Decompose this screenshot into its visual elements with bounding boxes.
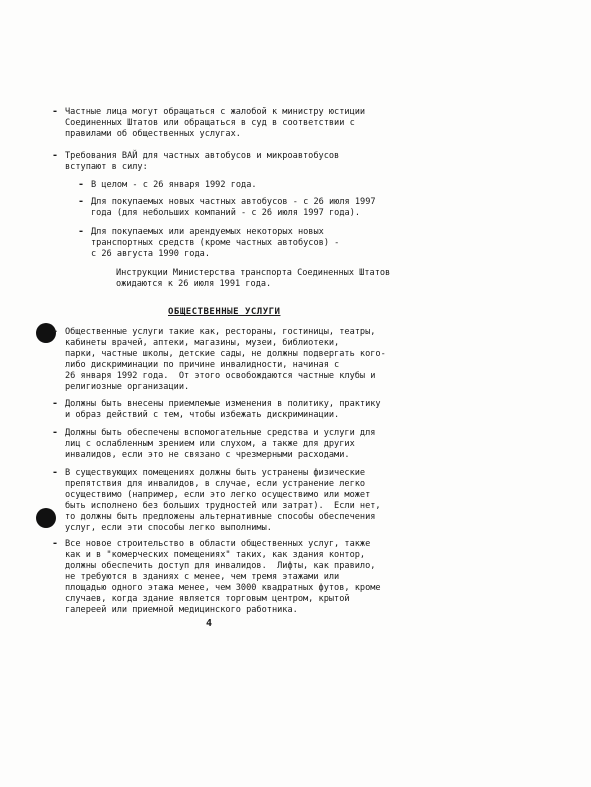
- text-line: услуг, если эти способы легко выполнимы.: [65, 523, 272, 533]
- sub-bullet-dash: -: [78, 226, 85, 237]
- text-line: вступают в силу:: [65, 162, 148, 172]
- text-line: Для покупаемых новых частных автобусов - с 26 июля 1997: [91, 197, 376, 207]
- text-line: лиц с ослабленным зрением или слухом, а также для других: [65, 439, 355, 449]
- text-line: площадью одного этажа менее, чем 3000 квадратных футов, кроме: [65, 583, 381, 593]
- text-line: случаев, когда здание является торговым центром, крытой: [65, 594, 350, 604]
- text-line: ожидаются к 26 июля 1991 года.: [116, 279, 272, 289]
- bullet-dash: -: [52, 150, 59, 161]
- text-line: либо дискриминации по причине инвалидности, начиная с: [65, 360, 340, 370]
- text-line: религиозные организации.: [65, 382, 190, 392]
- text-line: В существующих помещениях должны быть устранены физические: [65, 468, 366, 478]
- text-line: не требуются в зданиях с менее, чем тремя этажами или: [65, 572, 340, 582]
- text-line: инвалидов, если это не связано с чрезмерными расходами.: [65, 450, 350, 460]
- bullet-dash: -: [52, 538, 59, 549]
- text-line: Общественные услуги такие как, рестораны, гостиницы, театры,: [65, 327, 376, 337]
- sub-item-general: В целом - с 26 января 1992 года.: [91, 180, 257, 190]
- text-line: Инструкции Министерства транспорта Соединенных Штатов: [116, 268, 391, 278]
- sub-bullet-dash: -: [78, 179, 85, 190]
- text-line: и образ действий с тем, чтобы избежать дискриминации.: [65, 410, 340, 420]
- punch-hole-bottom: [36, 508, 56, 528]
- bullet-dash: -: [52, 467, 59, 478]
- bullet-dash: -: [52, 326, 59, 337]
- section-heading: ОБЩЕСТВЕННЫЕ УСЛУГИ: [168, 307, 281, 317]
- text-line: Требования ВАЙ для частных автобусов и микроавтобусов: [65, 151, 340, 161]
- text-line: Должны быть обеспечены вспомогательные средства и услуги для: [65, 428, 376, 438]
- bullet-dash: -: [52, 106, 59, 117]
- text-line: то должны быть предложены альтернативные способы обеспечения: [65, 512, 376, 522]
- sub-bullet-dash: -: [78, 196, 85, 207]
- text-line: должны обеспечить доступ для инвалидов. Лифты, как правило,: [65, 561, 376, 571]
- text-line: как и в "комерческих помещениях" таких, как здания контор,: [65, 550, 366, 560]
- text-line: Должны быть внесены приемлемые изменения в политику, практику: [65, 399, 381, 409]
- text-line: Для покупаемых или арендуемых некоторых новых: [91, 227, 324, 237]
- text-line: кабинеты врачей, аптеки, магазины, музеи, библиотеки,: [65, 338, 340, 348]
- text-line: года (для небольших компаний - с 26 июля 1997 года).: [91, 208, 361, 218]
- text-line: парки, частные школы, детские сады, не должны подвергать кого-: [65, 349, 386, 359]
- bullet-dash: -: [52, 398, 59, 409]
- text-line: галереей или приемной медицинского работника.: [65, 605, 298, 615]
- text-line: правилами об общественных услугах.: [65, 129, 241, 139]
- text-line: Соединенных Штатов или обращаться в суд в соответствии с: [65, 118, 355, 128]
- text-line: Частные лица могут обращаться с жалобой к министру юстиции: [65, 107, 366, 117]
- bullet-dash: -: [52, 427, 59, 438]
- text-line: быть исполнено без больших трудностей или затрат). Если нет,: [65, 501, 381, 511]
- text-line: препятствия для инвалидов, в случае, если устранение легко: [65, 479, 366, 489]
- text-line: Все новое строительство в области общественных услуг, также: [65, 539, 371, 549]
- text-line: транспортных средств (кроме частных автобусов) -: [91, 238, 340, 248]
- text-line: с 26 августа 1990 года.: [91, 249, 210, 259]
- text-line: осуществимо (например, если это легко осуществимо или может: [65, 490, 371, 500]
- text-line: 26 января 1992 года. От этого освобождаются частные клубы и: [65, 371, 376, 381]
- page-number: 4: [206, 618, 213, 629]
